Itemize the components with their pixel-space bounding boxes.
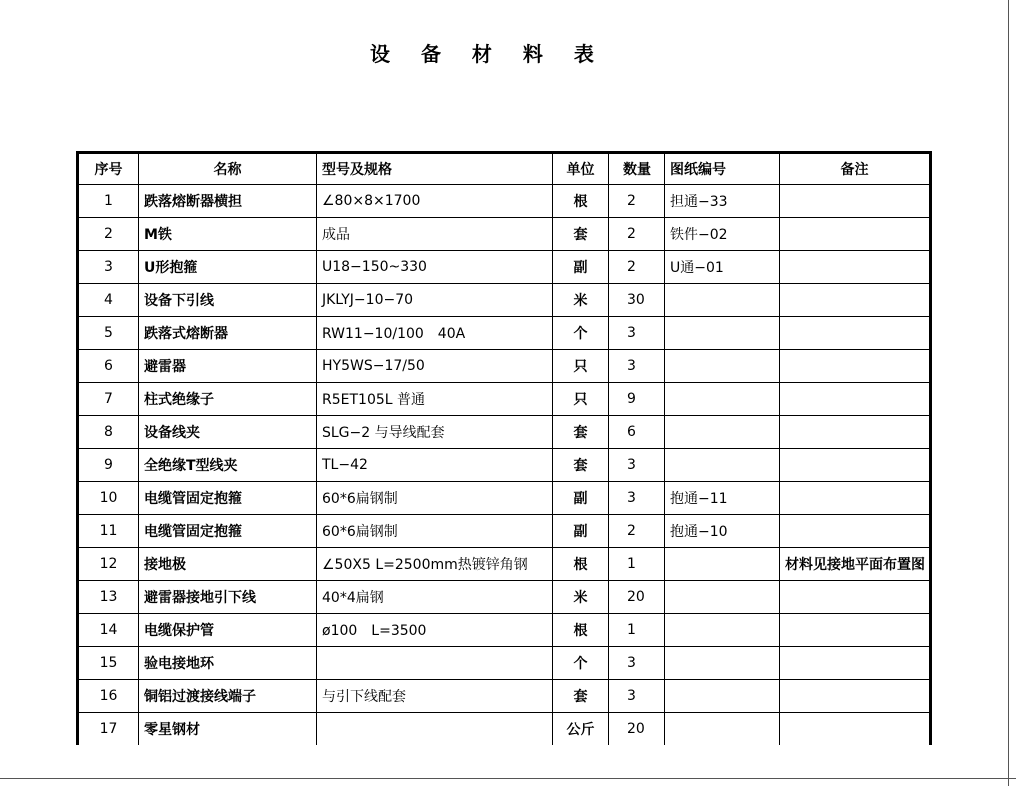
cell-drawing-no bbox=[665, 416, 780, 449]
cell-drawing-no: 抱通−11 bbox=[665, 482, 780, 515]
table-row bbox=[78, 284, 931, 317]
cell-note bbox=[780, 218, 931, 251]
cell-no: 12 bbox=[78, 548, 139, 581]
cell-drawing-no bbox=[665, 680, 780, 713]
cell-name: 跌落熔断器横担 bbox=[139, 185, 317, 218]
cell-qty: 30 bbox=[609, 284, 665, 317]
table-row bbox=[78, 185, 931, 218]
cell-note bbox=[780, 680, 931, 713]
cell-note bbox=[780, 647, 931, 680]
cell-unit: 只 bbox=[553, 383, 609, 416]
cell-name: 全绝缘T型线夹 bbox=[139, 449, 317, 482]
cell-drawing-no bbox=[665, 350, 780, 383]
header-unit: 单位 bbox=[553, 153, 609, 185]
cell-no: 1 bbox=[78, 185, 139, 218]
cell-unit: 个 bbox=[553, 317, 609, 350]
cell-model bbox=[317, 647, 553, 680]
cell-drawing-no bbox=[665, 548, 780, 581]
table-row bbox=[78, 416, 931, 449]
cell-unit: 套 bbox=[553, 680, 609, 713]
cell-note bbox=[780, 350, 931, 383]
cell-drawing-no bbox=[665, 614, 780, 647]
cell-unit: 个 bbox=[553, 647, 609, 680]
table-row bbox=[78, 614, 931, 647]
cell-name: 柱式绝缘子 bbox=[139, 383, 317, 416]
cell-qty: 2 bbox=[609, 515, 665, 548]
cell-no: 9 bbox=[78, 449, 139, 482]
header-note: 备注 bbox=[780, 153, 931, 185]
cell-unit: 副 bbox=[553, 251, 609, 284]
cell-note bbox=[780, 482, 931, 515]
cell-drawing-no: 铁件−02 bbox=[665, 218, 780, 251]
cell-drawing-no bbox=[665, 713, 780, 746]
cell-model bbox=[317, 713, 553, 746]
header-name: 名称 bbox=[139, 153, 317, 185]
cell-model: RW11−10/100 40A bbox=[317, 317, 553, 350]
cell-drawing-no bbox=[665, 647, 780, 680]
cell-unit: 套 bbox=[553, 416, 609, 449]
page-title: 设 备 材 料 表 bbox=[370, 42, 606, 66]
table-row bbox=[78, 548, 931, 581]
table-row bbox=[78, 383, 931, 416]
cell-name: 设备下引线 bbox=[139, 284, 317, 317]
cell-model: TL−42 bbox=[317, 449, 553, 482]
cell-note: 材料见接地平面布置图 bbox=[780, 548, 931, 581]
table-row bbox=[78, 581, 931, 614]
header-qty: 数量 bbox=[609, 153, 665, 185]
cell-unit: 套 bbox=[553, 218, 609, 251]
cell-qty: 2 bbox=[609, 218, 665, 251]
cell-no: 8 bbox=[78, 416, 139, 449]
table-row bbox=[78, 251, 931, 284]
cell-unit: 米 bbox=[553, 284, 609, 317]
cell-name: 避雷器接地引下线 bbox=[139, 581, 317, 614]
cell-drawing-no: 担通−33 bbox=[665, 185, 780, 218]
cell-model: R5ET105L 普通 bbox=[317, 383, 553, 416]
table-row bbox=[78, 680, 931, 713]
table-row bbox=[78, 515, 931, 548]
cell-note bbox=[780, 317, 931, 350]
cell-name: U形抱箍 bbox=[139, 251, 317, 284]
cell-note bbox=[780, 284, 931, 317]
cell-unit: 套 bbox=[553, 449, 609, 482]
cell-model: 与引下线配套 bbox=[317, 680, 553, 713]
cell-drawing-no bbox=[665, 449, 780, 482]
header-no: 序号 bbox=[78, 153, 139, 185]
cell-drawing-no bbox=[665, 581, 780, 614]
cell-qty: 2 bbox=[609, 185, 665, 218]
table-row bbox=[78, 647, 931, 680]
cell-model: 成品 bbox=[317, 218, 553, 251]
cell-note bbox=[780, 713, 931, 746]
cell-name: 电缆管固定抱箍 bbox=[139, 515, 317, 548]
cell-drawing-no: 抱通−10 bbox=[665, 515, 780, 548]
cell-no: 17 bbox=[78, 713, 139, 746]
cell-model: HY5WS−17/50 bbox=[317, 350, 553, 383]
cell-note bbox=[780, 416, 931, 449]
table-row bbox=[78, 350, 931, 383]
table-header-row bbox=[78, 153, 931, 185]
cell-model: 60*6扁钢制 bbox=[317, 515, 553, 548]
header-drawing-no: 图纸编号 bbox=[665, 153, 780, 185]
cell-qty: 1 bbox=[609, 614, 665, 647]
cell-note bbox=[780, 449, 931, 482]
cell-note bbox=[780, 614, 931, 647]
cell-note bbox=[780, 581, 931, 614]
table-row bbox=[78, 482, 931, 515]
cell-qty: 3 bbox=[609, 449, 665, 482]
cell-qty: 9 bbox=[609, 383, 665, 416]
cell-qty: 6 bbox=[609, 416, 665, 449]
cell-name: 铜铝过渡接线端子 bbox=[139, 680, 317, 713]
cell-qty: 20 bbox=[609, 713, 665, 746]
cell-unit: 公斤 bbox=[553, 713, 609, 746]
cell-qty: 3 bbox=[609, 482, 665, 515]
cell-qty: 1 bbox=[609, 548, 665, 581]
cell-drawing-no bbox=[665, 284, 780, 317]
cell-model: ∠50X5 L=2500mm热镀锌角钢 bbox=[317, 548, 553, 581]
cell-note bbox=[780, 383, 931, 416]
cell-qty: 2 bbox=[609, 251, 665, 284]
table-row bbox=[78, 317, 931, 350]
cell-name: 电缆保护管 bbox=[139, 614, 317, 647]
table-row bbox=[78, 218, 931, 251]
cell-unit: 根 bbox=[553, 614, 609, 647]
cell-no: 4 bbox=[78, 284, 139, 317]
cell-model: ø100 L=3500 bbox=[317, 614, 553, 647]
cell-drawing-no bbox=[665, 383, 780, 416]
cell-no: 11 bbox=[78, 515, 139, 548]
cell-note bbox=[780, 185, 931, 218]
table-row bbox=[78, 449, 931, 482]
cell-note bbox=[780, 515, 931, 548]
drawing-frame-right-edge bbox=[1008, 0, 1009, 786]
cell-name: M铁 bbox=[139, 218, 317, 251]
cell-qty: 3 bbox=[609, 680, 665, 713]
cell-drawing-no bbox=[665, 317, 780, 350]
cell-name: 接地极 bbox=[139, 548, 317, 581]
cell-no: 2 bbox=[78, 218, 139, 251]
cell-model: 40*4扁钢 bbox=[317, 581, 553, 614]
cell-name: 验电接地环 bbox=[139, 647, 317, 680]
equipment-material-table bbox=[76, 151, 932, 745]
cell-model: 60*6扁钢制 bbox=[317, 482, 553, 515]
cell-no: 10 bbox=[78, 482, 139, 515]
cell-name: 电缆管固定抱箍 bbox=[139, 482, 317, 515]
cell-model: JKLYJ−10−70 bbox=[317, 284, 553, 317]
drawing-frame-bottom-edge bbox=[0, 778, 1016, 779]
cell-no: 14 bbox=[78, 614, 139, 647]
cell-qty: 3 bbox=[609, 317, 665, 350]
table-row bbox=[78, 713, 931, 746]
cell-unit: 根 bbox=[553, 185, 609, 218]
cell-note bbox=[780, 251, 931, 284]
cell-qty: 3 bbox=[609, 647, 665, 680]
cell-model: U18−150~330 bbox=[317, 251, 553, 284]
cell-qty: 20 bbox=[609, 581, 665, 614]
cell-unit: 根 bbox=[553, 548, 609, 581]
cell-no: 7 bbox=[78, 383, 139, 416]
cell-model: ∠80×8×1700 bbox=[317, 185, 553, 218]
cell-name: 设备线夹 bbox=[139, 416, 317, 449]
cell-drawing-no: U通−01 bbox=[665, 251, 780, 284]
cell-unit: 米 bbox=[553, 581, 609, 614]
cell-name: 零星钢材 bbox=[139, 713, 317, 746]
cell-model: SLG−2 与导线配套 bbox=[317, 416, 553, 449]
header-model: 型号及规格 bbox=[317, 153, 553, 185]
cell-name: 跌落式熔断器 bbox=[139, 317, 317, 350]
cell-no: 13 bbox=[78, 581, 139, 614]
cell-unit: 副 bbox=[553, 515, 609, 548]
cell-no: 15 bbox=[78, 647, 139, 680]
cell-no: 6 bbox=[78, 350, 139, 383]
cell-qty: 3 bbox=[609, 350, 665, 383]
cell-no: 16 bbox=[78, 680, 139, 713]
cell-no: 5 bbox=[78, 317, 139, 350]
cell-unit: 副 bbox=[553, 482, 609, 515]
cell-name: 避雷器 bbox=[139, 350, 317, 383]
cell-unit: 只 bbox=[553, 350, 609, 383]
cell-no: 3 bbox=[78, 251, 139, 284]
